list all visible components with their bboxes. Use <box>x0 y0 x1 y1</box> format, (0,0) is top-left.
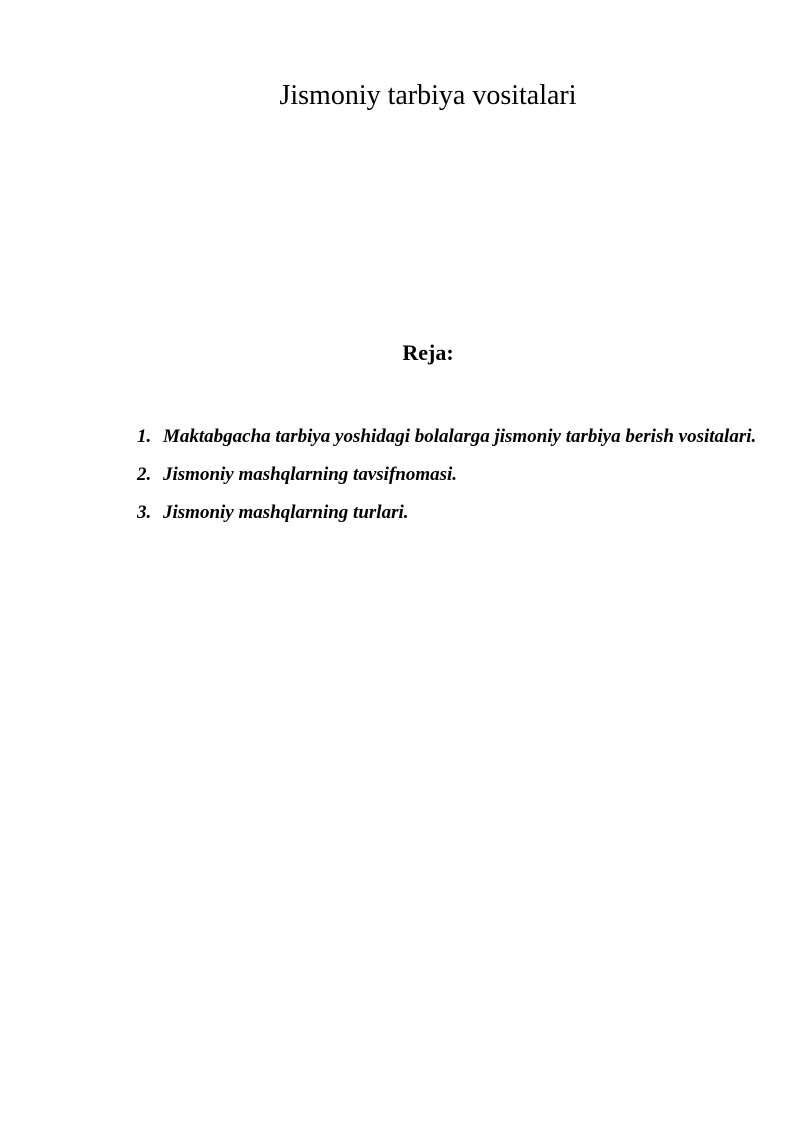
plan-list <box>137 418 757 532</box>
plan-item-text: Jismoniy mashqlarning turlari. <box>163 502 409 523</box>
plan-item-1 <box>137 418 757 456</box>
plan-item-text: Jismoniy mashqlarning tavsifnomasi. <box>163 464 458 485</box>
plan-heading: Reja: <box>402 340 454 365</box>
plan-item-number: 3. <box>137 502 152 523</box>
document-title: Jismoniy tarbiya vositalari <box>279 80 577 111</box>
plan-item-2 <box>137 456 757 494</box>
plan-item-text: Maktabgacha tarbiya yoshidagi bolalarga jismoniy tarbiya berish vositalari. <box>163 426 757 447</box>
plan-item-number: 1. <box>137 426 152 447</box>
plan-item-3 <box>137 494 757 532</box>
plan-item-number: 2. <box>137 464 152 485</box>
